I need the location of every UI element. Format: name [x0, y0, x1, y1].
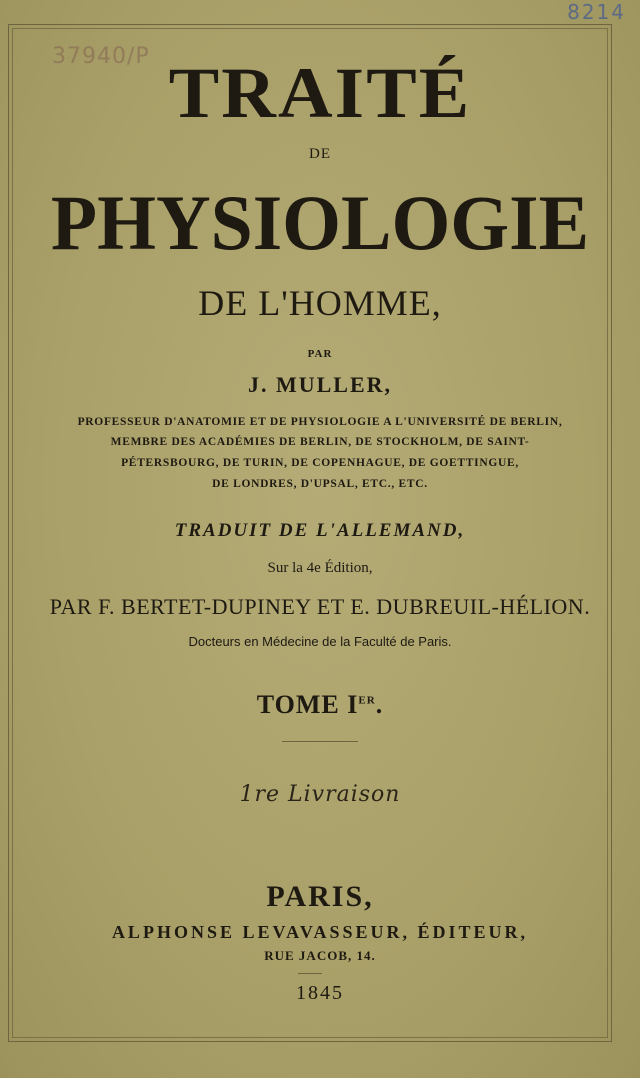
author-description-line: PROFESSEUR D'ANATOMIE ET DE PHYSIOLOGIE A L'UNIVERSITÉ DE BERLIN, — [77, 416, 563, 428]
title-main: TRAITÉ — [168, 53, 472, 133]
title-connector: DE — [309, 146, 331, 162]
handwritten-corner-note: 8214 — [567, 0, 626, 24]
handwritten-livraison: 1re Livraison — [239, 782, 401, 807]
title-qualifier: DE L'HOMME, — [198, 283, 442, 323]
author-description-line: PÉTERSBOURG, DE TURIN, DE COPENHAGUE, DE GOETTINGUE, — [121, 457, 519, 469]
edition-note: Sur la 4e Édition, — [267, 560, 373, 576]
imprint-city: PARIS, — [266, 880, 374, 913]
author-par: PAR — [307, 348, 333, 360]
volume-label — [0, 690, 640, 720]
volume-label-period: . — [375, 690, 384, 719]
imprint-year: 1845 — [296, 982, 344, 1004]
translators: PAR F. BERTET-DUPINEY ET E. DUBREUIL-HÉLION. — [49, 594, 591, 619]
translation-heading: TRADUIT DE L'ALLEMAND, — [174, 520, 466, 541]
volume-label-suffix: ER — [358, 694, 376, 707]
imprint-address: RUE JACOB, 14. — [264, 948, 376, 963]
translator-credentials: Docteurs en Médecine de la Faculté de Paris. — [188, 634, 452, 649]
author-name: J. MULLER, — [247, 372, 393, 397]
author-description-line: MEMBRE DES ACADÉMIES DE BERLIN, DE STOCKHOLM, DE SAINT- — [110, 436, 530, 448]
volume-label-text: TOME I — [256, 690, 359, 719]
divider-rule-small — [298, 973, 322, 974]
title-subject: PHYSIOLOGIE — [50, 179, 590, 266]
divider-rule — [282, 741, 358, 742]
author-description-line: DE LONDRES, D'UPSAL, ETC., ETC. — [212, 478, 428, 490]
imprint-publisher: ALPHONSE LEVAVASSEUR, ÉDITEUR, — [111, 922, 529, 942]
library-shelf-mark: 37940/P — [52, 44, 150, 69]
